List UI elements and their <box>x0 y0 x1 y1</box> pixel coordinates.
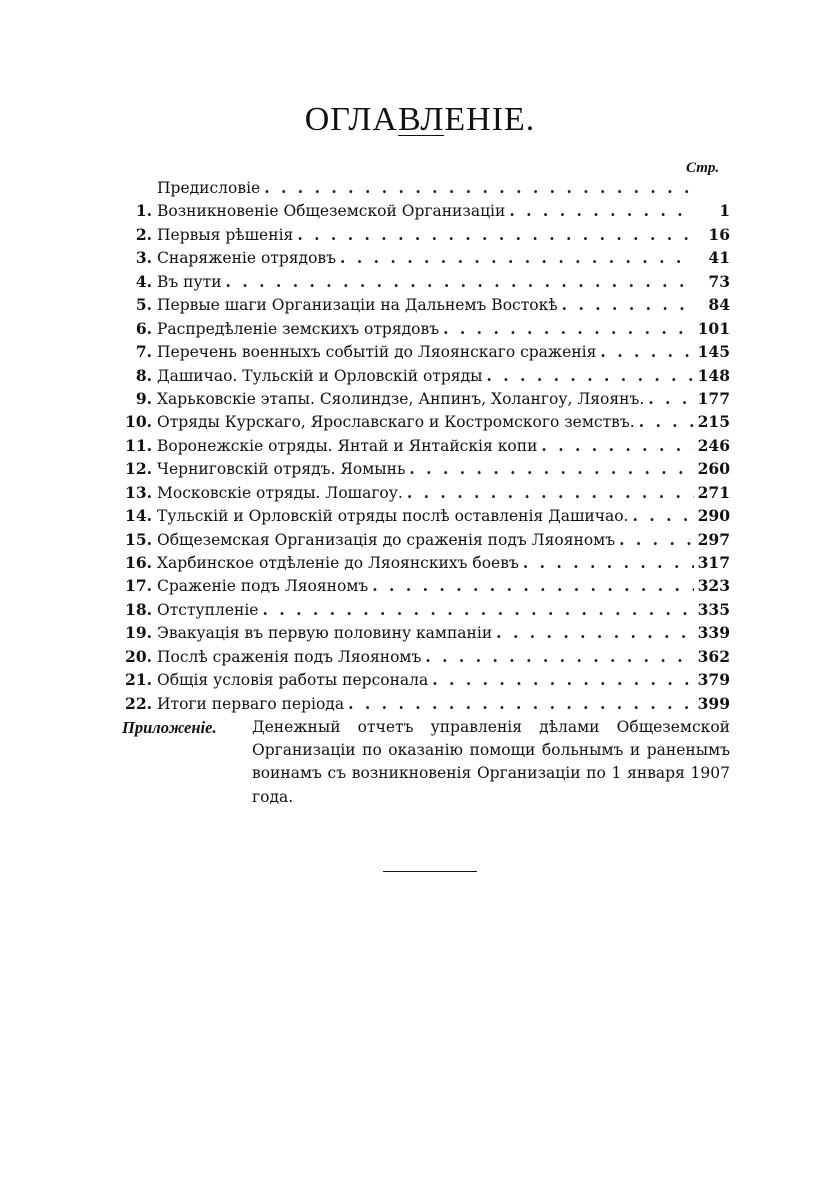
toc-leader-dots <box>344 694 694 713</box>
toc-entry-page: 1 <box>719 201 730 221</box>
toc-entry-page: 148 <box>697 365 730 385</box>
toc-entry-number: 2. <box>135 224 152 244</box>
toc-entry-title: Первыя рѣшенія <box>157 225 294 244</box>
toc-leader-dots <box>260 178 694 197</box>
toc-entry <box>118 412 730 435</box>
toc-leader-dots <box>644 389 694 408</box>
toc-entry <box>118 389 730 412</box>
toc-leader-dots <box>505 201 694 220</box>
toc-leader-dots <box>482 366 694 385</box>
page-title: ОГЛАВЛЕНІЕ. <box>304 100 536 138</box>
appendix-entry <box>118 716 730 809</box>
toc-leader-dots <box>519 553 694 572</box>
toc-entry-title: Предисловіе <box>157 179 261 197</box>
toc-entry-number: 8. <box>135 365 152 385</box>
toc-entry-number: 16. <box>125 553 152 572</box>
toc-entry <box>118 319 730 342</box>
toc-entry-number: 10. <box>125 412 152 432</box>
toc-entry-page: 271 <box>697 482 730 502</box>
toc-entry-title: Общеземская Организація до сраженія подъ Ляояномъ <box>157 530 616 549</box>
toc-entry-title: Харьковскіе этапы. Сяолиндзе, Анпинъ, Холангоу, Ляоянъ. <box>157 389 645 408</box>
toc-entry-page: 260 <box>697 459 730 479</box>
toc-entry-number: 1. <box>135 201 152 221</box>
toc-entry <box>118 342 730 365</box>
toc-entry-page: 177 <box>697 388 730 408</box>
toc-entry <box>118 623 730 646</box>
toc-entry <box>118 436 730 459</box>
toc-entry-page: 323 <box>697 576 730 596</box>
toc-entry-title: Общія условія работы персонала <box>157 671 429 690</box>
toc-entry <box>118 272 730 295</box>
toc-entry <box>118 670 730 693</box>
toc-entry-title: Итоги перваго періода <box>157 694 345 713</box>
toc-entry-title: Въ пути <box>157 272 222 291</box>
toc-entry <box>118 248 730 271</box>
toc-entry-number: 7. <box>135 342 152 362</box>
toc-entry <box>118 553 730 576</box>
toc-entry-number: 20. <box>125 646 152 666</box>
page-column-heading: Стр. <box>686 160 720 176</box>
toc-entry-number: 21. <box>125 670 152 690</box>
toc-leader-dots <box>492 623 694 642</box>
toc-entry-number: 6. <box>135 318 152 338</box>
closing-divider <box>383 871 477 872</box>
toc-entry-page: 73 <box>708 271 730 291</box>
toc-leader-dots <box>635 412 694 431</box>
toc-entry-number: 17. <box>125 576 152 596</box>
toc-entry-title: Тульскій и Орловскій отряды послѣ оставленія Дашичао. <box>157 507 629 526</box>
toc-entry-title: Воронежскіе отряды. Янтай и Янтайскія копи <box>157 436 538 455</box>
toc-entry-title: Первые шаги Организаціи на Дальнемъ Востокѣ <box>157 296 558 315</box>
toc-entry-page: 215 <box>697 412 730 432</box>
toc-entry <box>118 506 730 529</box>
toc-leader-dots <box>615 530 694 549</box>
toc-entry-number: 15. <box>125 529 152 549</box>
toc-entry-number: 18. <box>125 599 152 619</box>
toc-entry-page: 41 <box>708 248 730 268</box>
toc-leader-dots <box>428 670 694 689</box>
toc-entry-number: 9. <box>135 388 152 408</box>
title-divider <box>398 135 444 136</box>
toc-leader-dots <box>403 483 694 502</box>
toc-leader-dots <box>596 342 694 361</box>
toc-entry-page: 399 <box>697 693 730 713</box>
toc-entry-number: 4. <box>135 271 152 291</box>
toc-leader-dots <box>405 459 694 478</box>
toc-leader-dots <box>558 295 694 314</box>
toc-entry-number: 3. <box>135 248 152 268</box>
toc-leader-dots <box>293 225 694 244</box>
toc-entry-title: Дашичао. Тульскій и Орловскій отряды <box>157 366 483 385</box>
toc-entry-title: Снаряженіе отрядовъ <box>157 249 337 268</box>
appendix-label: Приложеніе. <box>122 718 217 737</box>
toc-entry-number: 13. <box>125 482 152 502</box>
toc-entry <box>118 600 730 623</box>
toc-entry-title: Возникновеніе Общеземской Организаціи <box>157 202 506 221</box>
toc-entry <box>118 694 730 717</box>
toc-entry-title: Харбинское отдѣленіе до Ляоянскихъ боевъ <box>157 554 519 572</box>
toc-leader-dots <box>368 576 694 595</box>
toc-entry-page: 290 <box>697 506 730 526</box>
toc-entry-number: 14. <box>125 506 152 526</box>
toc-entry-page: 16 <box>708 224 730 244</box>
toc-entry-number: 5. <box>135 295 152 315</box>
toc-entry <box>118 576 730 599</box>
toc-leader-dots <box>258 600 694 619</box>
table-of-contents <box>118 178 730 717</box>
toc-entry-title: Эвакуація въ первую половину кампаніи <box>157 624 493 643</box>
toc-entry-page: 145 <box>697 342 730 362</box>
toc-entry <box>118 459 730 482</box>
toc-entry <box>118 295 730 318</box>
toc-entry-title: Послѣ сраженія подъ Ляояномъ <box>157 647 422 666</box>
toc-entry-title: Черниговскій отрядъ. Яомынь <box>157 460 406 479</box>
toc-entry <box>118 530 730 553</box>
toc-leader-dots <box>421 647 694 666</box>
toc-leader-dots <box>336 248 694 267</box>
toc-entry <box>118 647 730 670</box>
toc-entry-title: Отступленіе <box>157 600 259 619</box>
toc-entry-page: 335 <box>697 599 730 619</box>
toc-entry-number: 19. <box>125 623 152 643</box>
toc-entry-page: 297 <box>697 529 730 549</box>
toc-entry-title: Отряды Курскаго, Ярославскаго и Костромского земствъ. <box>157 413 635 432</box>
toc-leader-dots <box>628 506 694 525</box>
appendix-text: Денежный отчетъ управленія дѣлами Общеземской Организаціи по оказанію помощи больнымъ и раненымъ воинамъ съ возникновенія Организаціи по 1 января 1907 года. <box>252 718 730 806</box>
toc-entry-page: 101 <box>697 318 730 338</box>
toc-entry-page: 339 <box>697 623 730 643</box>
toc-entry-title: Распредѣленіе земскихъ отрядовъ <box>157 319 440 338</box>
toc-entry-title: Московскіе отряды. Лошагоу. <box>157 483 403 502</box>
toc-entry-page: 246 <box>697 435 730 455</box>
toc-entry <box>118 178 730 201</box>
toc-entry-title: Перечень военныхъ событій до Ляоянскаго сраженія <box>157 343 597 362</box>
toc-entry-number: 22. <box>125 693 152 713</box>
toc-leader-dots <box>222 272 694 291</box>
toc-entry <box>118 225 730 248</box>
toc-entry <box>118 366 730 389</box>
toc-entry <box>118 201 730 224</box>
toc-entry-title: Сраженіе подъ Ляояномъ <box>157 577 369 596</box>
toc-entry-number: 11. <box>125 435 152 455</box>
toc-entry-page: 379 <box>697 670 730 690</box>
toc-entry-page: 317 <box>697 553 730 572</box>
toc-leader-dots <box>439 319 694 338</box>
toc-entry <box>118 483 730 506</box>
toc-entry-page: 362 <box>697 646 730 666</box>
toc-leader-dots <box>537 436 694 455</box>
toc-entry-page: 84 <box>708 295 730 315</box>
toc-entry-number: 12. <box>125 459 152 479</box>
